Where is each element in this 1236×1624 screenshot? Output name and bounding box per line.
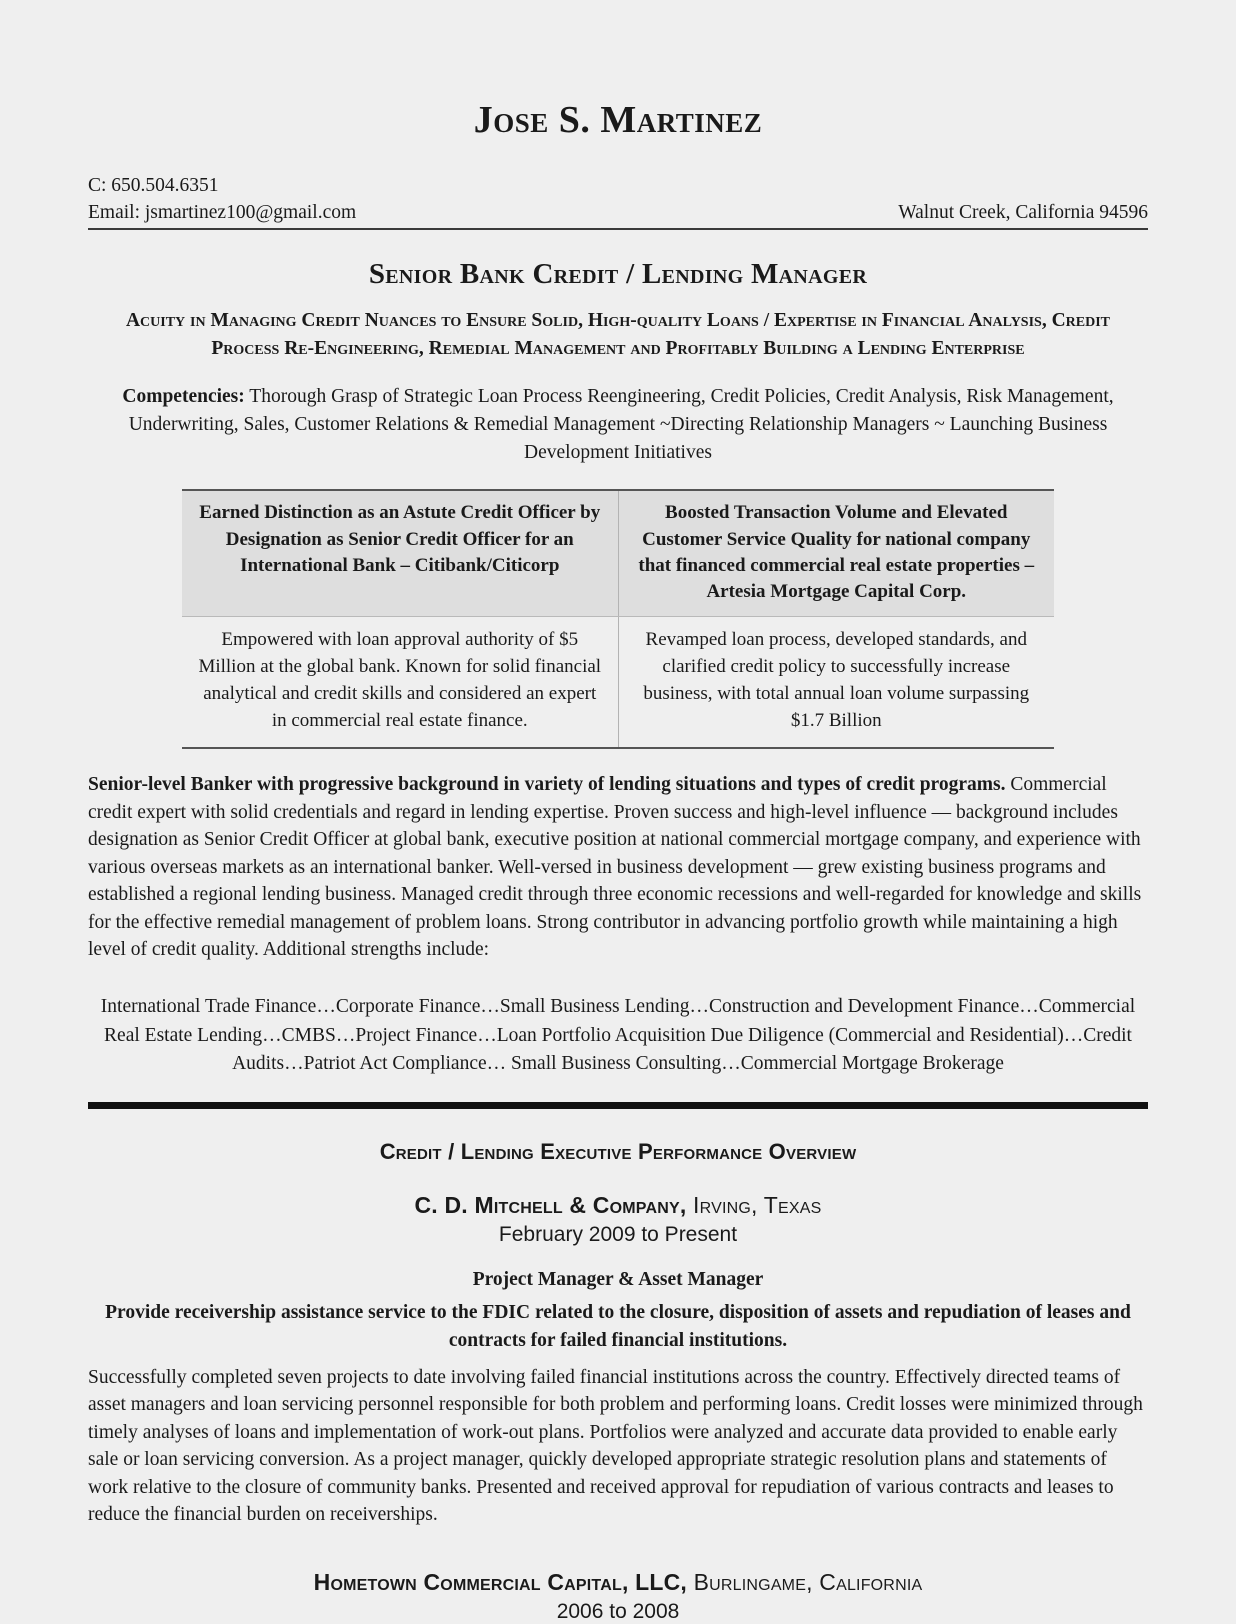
employer-1: [88, 1192, 1148, 1219]
highlights-header-row: [182, 490, 1054, 616]
highlight-header-left: Earned Distinction as an Astute Credit Officer by Designation as Senior Credit Officer for an International Bank – Citibank/Citicorp: [182, 490, 618, 616]
section-divider-rule: [88, 1102, 1148, 1109]
summary-paragraph: [88, 771, 1148, 963]
contact-row-email: [88, 199, 1148, 227]
summary-body: Commercial credit expert with solid credentials and regard in lending expertise. Proven success and high-level influence — background includes designation as Senior Credit Officer at global bank, executive position at national commercial mortgage company, and experience with various overseas markets as an international banker. Well-versed in business development — grew existing business programs and established a regional lending business. Managed credit through three economic recessions and well-regarded for knowledge and skills for the effective remedial management of problem loans. Strong contributor in advancing portfolio growth while maintaining a high level of credit quality. Additional strengths include:: [88, 774, 1142, 960]
phone-text: C: 650.504.6351: [88, 174, 219, 196]
employer-2: [88, 1569, 1148, 1596]
headline-tagline: Acuity in Managing Credit Nuances to Ensure Solid, High-quality Loans / Expertise in Financial Analysis, Credit Process Re-Engineering, Remedial Management and Profitably Building a Lending Enterprise: [125, 310, 1111, 359]
employer-2-company: Hometown Commercial Capital, LLC,: [313, 1568, 688, 1595]
summary-lead: Senior-level Banker with progressive background in variety of lending situations and types of credit programs.: [88, 774, 1006, 796]
employer-1-description: Successfully completed seven projects to date involving failed financial institutions across the country. Effectively directed teams of asset managers and loan servicing personnel responsible for both problem and performing loans. Credit losses were minimized through timely analyses of loans and implementation of work-out plans. Portfolios were analyzed and accurate data provided to enable early sale or loan servicing conversion. As a project manager, quickly developed appropriate strategic resolution plans and statements of work relative to the closure of community banks. Presented and received approval for repudiation of various contracts and leases to reduce the financial burden on receiverships.: [88, 1366, 1143, 1526]
contact-block: [88, 172, 1148, 230]
employer-1-role: Project Manager & Asset Manager: [472, 1269, 764, 1291]
highlight-cell-right: Revamped loan process, developed standards, and clarified credit policy to successfully increase business, with total annual loan volume surpassing $1.7 Billion: [618, 617, 1054, 748]
competencies-label: Competencies:: [122, 385, 245, 407]
employer-1-location: Irving, Texas: [686, 1192, 822, 1219]
highlight-cell-left: Empowered with loan approval authority of $5 Million at the global bank. Known for solid financial analytical and credit skills and considered an expert in commercial real estate finance.: [182, 617, 618, 748]
highlights-body-row: [182, 617, 1054, 748]
employer-1-dates: February 2009 to Present: [498, 1223, 738, 1247]
employer-1-company: C. D. Mitchell & Company,: [414, 1192, 687, 1219]
contact-row-phone: [88, 172, 1148, 200]
highlight-header-right: Boosted Transaction Volume and Elevated Customer Service Quality for national company that financed commercial real estate properties – Artesia Mortgage Capital Corp.: [618, 490, 1054, 616]
headline-job-title: Senior Bank Credit / Lending Manager: [368, 258, 868, 291]
specialties-list: International Trade Finance…Corporate Finance…Small Business Lending…Construction and Development Finance…Commercial Real Estate Lending…CMBS…Project Finance…Loan Portfolio Acquisition Due Diligence (Commercial and Residential)…Credit Audits…Patriot Act Compliance… Small Business Consulting…Commercial Mortgage Brokerage: [100, 996, 1136, 1075]
employer-2-location: Burlingame, California: [687, 1568, 923, 1595]
highlights-table: [182, 489, 1054, 749]
experience-section-heading: Credit / Lending Executive Performance Overview: [379, 1139, 857, 1165]
competencies-paragraph: [88, 383, 1148, 468]
employer-2-dates: 2006 to 2008: [556, 1599, 680, 1623]
email-text: Email: jsmartinez100@gmail.com: [88, 202, 357, 224]
location-text: Walnut Creek, California 94596: [898, 202, 1148, 224]
candidate-name: Jose S. Martinez: [473, 99, 763, 141]
competencies-text: Thorough Grasp of Strategic Loan Process Reengineering, Credit Policies, Credit Analysis, Risk Management, Underwriting, Sales, Customer Relations & Remedial Management ~Directing Relationship Managers ~ Launching Business Development Initiatives: [128, 385, 1114, 464]
employer-1-role-summary: Provide receivership assistance service to the FDIC related to the closure, disposition of assets and repudiation of leases and contracts for failed financial institutions.: [105, 1302, 1131, 1351]
